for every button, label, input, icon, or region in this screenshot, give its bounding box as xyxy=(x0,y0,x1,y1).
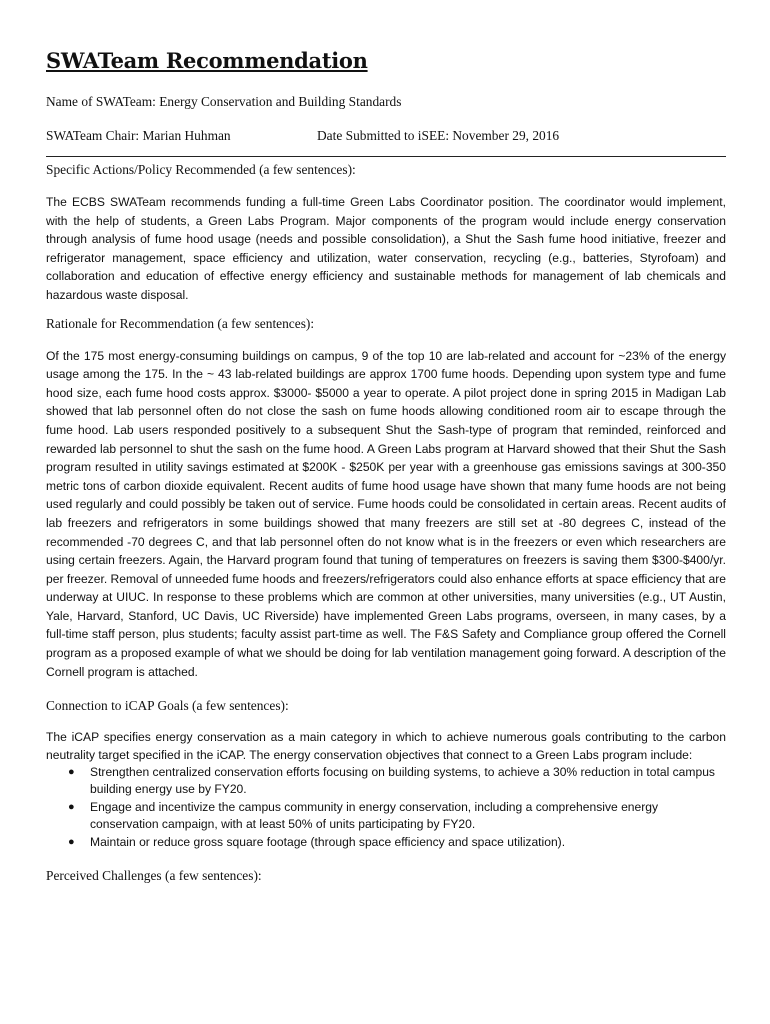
rationale-heading: Rationale for Recommendation (a few sentences): xyxy=(46,315,315,331)
chair-date-row xyxy=(46,127,726,145)
date-submitted: Date Submitted to iSEE: November 29, 2016 xyxy=(317,128,560,143)
icap-heading: Connection to iCAP Goals (a few sentences): xyxy=(46,698,289,714)
challenges-heading: Perceived Challenges (a few sentences): xyxy=(46,868,262,884)
bullet-icon: ● xyxy=(68,800,75,813)
bullet-icon: ● xyxy=(68,766,75,779)
actions-paragraph: The ECBS SWATeam recommends funding a full-time Green Labs Coordinator position. The coordinator would implement, with the help of students, a Green Labs Program. Major components of the program would include energy conservation through analysis of fume hood usage (needs and possible consolidation), a Shut the Sash fume hood initiative, freezer and refrigerator management, space efficiency and utilization, water conservation, recycling (e.g., batteries, Styrofoam) and collaboration and education of effective energy efficiency and sustainable methods for management of lab chemicals and hazardous waste disposal. xyxy=(46,195,726,302)
list-item xyxy=(46,799,726,834)
list-item xyxy=(46,834,726,851)
icap-paragraph: The iCAP specifies energy conservation as a main category in which to achieve numerous goals contributing to the carbon neutrality target specified in the iCAP. The energy conservation objectives that connect to a Green Labs program include: xyxy=(46,730,726,762)
list-item-text: Strengthen centralized conservation efforts focusing on building systems, to achieve a 30% reduction in total campus building energy use by FY20. xyxy=(90,765,715,797)
bullet-icon: ● xyxy=(68,835,75,848)
actions-heading: Specific Actions/Policy Recommended (a few sentences): xyxy=(46,162,356,177)
document-page xyxy=(46,46,726,885)
list-item-text: Engage and incentivize the campus community in energy conservation, including a comprehensive energy conservation campaign, with at least 50% of units participating by FY20. xyxy=(90,799,659,832)
swateam-name: Name of SWATeam: Energy Conservation and Building Standards xyxy=(46,94,402,109)
rationale-paragraph: Of the 175 most energy-consuming buildings on campus, 9 of the top 10 are lab-related and account for ~23% of the energy usage among the 175. In the ~ 43 lab-related buildings are approx 1700 fume hoods. Depending upon system type and fume hood size, each fume hood costs approx. $3000- $5000 a year to operate. A pilot project done in spring 2015 in Madigan Lab showed that lab personnel often do not close the sash on fume hoods allowing conditioned room air to escape through the fume hood. Lab users responded positively to a subsequent Shut the Sash-type of program that reminded, reinforced and rewarded lab personnel to shut the sash on the fume hood. A Green Labs program at Harvard showed that their Shut the Sash program resulted in utility savings estimated at $200K - $250K per year with a greenhouse gas emissions savings at 300-350 metric tons of carbon dioxide equivalent. Recent audits of fume hood usage have shown that many fume hoods are not being used regularly and could possibly be taken out of service. Fume hoods could be consolidated in certain areas. Recent audits of lab freezers and refrigerators in some buildings showed that many freezers are still set at -80 degrees C, instead of the recommended -70 degrees C, and that lab personnel often do not know what is in the freezers or even which researchers are using certain freezers. Again, the Harvard program found that tuning of temperatures on freezers is saving them $300-$400/yr. per freezer. Removal of unneeded fume hoods and freezers/refrigerators could also enhance efforts at space efficiency that are underway at UIUC. In response to these problems which are common at other universities, many universities (e.g., UT Austin, Yale, Harvard, Stanford, UC Davis, UC Riverside) have implemented Green Labs programs, overseen, in many cases, by a full-time staff person, plus students; faculty assist part-time as well. The F&S Safety and Compliance group offered the Cornell program as a proposed example of what we should be doing for lab ventilation management going forward. A description of the Cornell program is attached. xyxy=(46,348,726,679)
list-item xyxy=(46,764,726,799)
divider-rule xyxy=(46,156,726,157)
document-title: SWATeam Recommendation xyxy=(46,48,368,73)
list-item-text: Maintain or reduce gross square footage (through space efficiency and space utilization). xyxy=(90,834,566,849)
swateam-chair: SWATeam Chair: Marian Huhman xyxy=(46,128,231,143)
icap-goals-list xyxy=(46,764,726,851)
